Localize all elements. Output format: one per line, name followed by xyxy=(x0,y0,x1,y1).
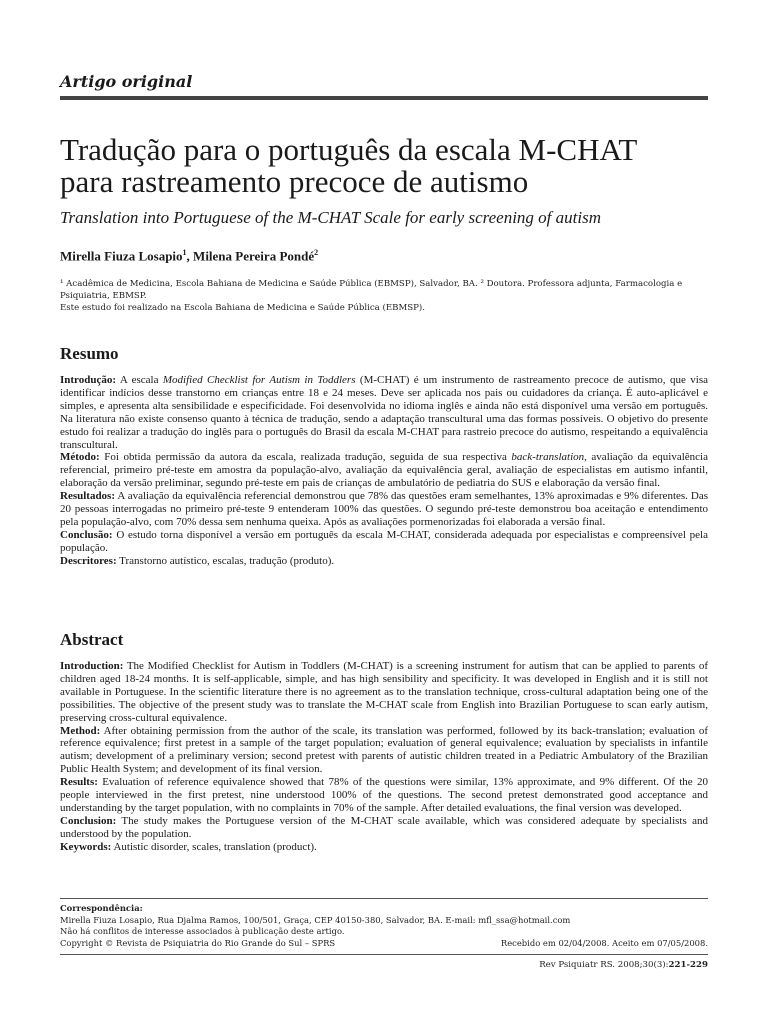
abstract-heading: Abstract xyxy=(60,630,124,649)
paragraph-text: A avaliação da equivalência referencial demonstrou que 78% das questões eram semelhantes, 13% aproximadas e 9% diferentes. Das 20 pessoas interrogadas no primeiro pré-teste 9 entenderam 100% das questões. O segundo pré-teste demonstrou boa aceitação e entendimento pela população-alvo, com 70% dessa sem nenhuma queixa. Após as avaliações pormenorizadas foi elaborada a versão final. xyxy=(60,490,708,528)
correspondence-label xyxy=(60,903,708,915)
paragraph-text: Foi obtida permissão da autora da escala, realizada tradução, seguida de sua respectiva xyxy=(99,451,512,464)
resumo-introduction xyxy=(60,374,708,451)
copyright-row xyxy=(60,938,708,950)
label-text: Correspondência: xyxy=(60,903,143,913)
section-label: Introduction: xyxy=(60,660,124,672)
section-label: Resultados: xyxy=(60,490,116,503)
abstract-results xyxy=(60,776,708,815)
section-label: Method: xyxy=(60,724,101,737)
paragraph-text: Evaluation of reference equivalence showed that 78% of the questions were similar, 13% approximate, and 9% different. Of the 20 people interviewed in the first pretest, nine understood 100% of the questions. The second pretest demonstrated good acceptance and understanding by the target population, with no complaints in 70% of the sample. After detailed evaluations, the final version was developed. xyxy=(60,776,708,814)
author-name: Milena Pereira Pondé xyxy=(193,248,315,264)
section-label: Keywords: xyxy=(60,840,112,853)
author-affiliation-mark: 2 xyxy=(314,248,319,257)
section-label: Introdução: xyxy=(60,374,117,386)
abstract-conclusion xyxy=(60,815,708,841)
resumo-heading: Resumo xyxy=(60,344,119,363)
article-title xyxy=(60,134,710,198)
abstract-body xyxy=(60,660,708,854)
section-label: Conclusão: xyxy=(60,528,113,541)
paragraph-text: The Modified Checklist for Autism in Toddlers (M-CHAT) is a screening instrument for autism that can be applied to parents of children aged 18-24 months. It is self-applicable, simple, and has high sensibility and specificity. It was developed in English and it is still not available in Portuguese. In the scientific literature there is no agreement as to the translation technique, cross-cultural adaptation being one of the possibilities. The objective of the present study was to translate the M-CHAT scale from English into Brazilian Portuguese to scan early autism, preserving cross-cultural equivalence. xyxy=(60,660,708,724)
correspondence-address: Mirella Fiuza Losapio, Rua Djalma Ramos, 100/501, Graça, CEP 40150-380, Salvador, BA. E-mail: mfl_ssa@hotmail.com xyxy=(60,914,571,925)
footnote-rule xyxy=(60,898,708,899)
author-affiliation-mark: 1 xyxy=(182,248,187,257)
paragraph-text: A escala xyxy=(116,374,163,386)
affiliations xyxy=(60,278,710,314)
resumo-descriptors xyxy=(60,555,708,568)
paragraph-text: Transtorno autístico, escalas, tradução (produto). xyxy=(116,554,335,567)
conflict-statement: Não há conflitos de interesse associados à publicação deste artigo. xyxy=(60,926,345,936)
paragraph-text: Autistic disorder, scales, translation (product). xyxy=(111,840,317,853)
section-label: Artigo original xyxy=(60,72,193,91)
abstract-method xyxy=(60,725,708,777)
paragraph-text: After obtaining permission from the author of the scale, its translation was performed, followed by its back-translation; evaluation of reference equivalence; first pretest in a sample of the target population; evaluation of general equivalence; evaluation by specialists in infantile autism; development of a preliminary version; second pretest with parents of autistic children treated in a Pediatric Ambulatory of the Brazilian Public Health System; and development of its final version. xyxy=(60,724,708,776)
page-range: 221-229 xyxy=(668,960,708,970)
correspondence-block xyxy=(60,903,708,949)
paragraph-text: (M-CHAT) é um instrumento de rastreamento precoce de autismo, que visa identificar indícios desse transtorno em crianças entre 18 e 24 meses. Deve ser aplicada nos pais ou cuidadores da criança. É auto-aplicável e simples, e apresenta alta sensibilidade e especificidade. Foi desenvolvida no idioma inglês e ainda não está disponível uma versão em português. Na literatura não existe consenso quanto à técnica de tradução, sendo a adaptação transcultural uma das formas possíveis. O objetivo do presente estudo foi realizar a tradução do inglês para o português do Brasil da escala M-CHAT para rastreio precoce do autismo, respeitando a equivalência transcultural. xyxy=(60,374,708,451)
header-rule xyxy=(60,96,708,100)
section-label: Results: xyxy=(60,776,98,789)
journal-ref: Rev Psiquiatr RS. 2008;30(3): xyxy=(539,960,669,970)
english-title: Translation into Portuguese of the M-CHAT Scale for early screening of autism xyxy=(60,208,601,227)
section-label: Descritores: xyxy=(60,554,117,567)
title-line-1: Tradução para o português da escala M-CHAT xyxy=(60,132,638,167)
resumo-conclusion xyxy=(60,529,708,555)
journal-citation xyxy=(539,960,708,970)
italic-term: back-translation xyxy=(511,451,585,464)
abstract-keywords xyxy=(60,841,708,854)
received-dates: Recebido em 02/04/2008. Aceito em 07/05/2008. xyxy=(500,937,708,948)
title-line-2: para rastreamento precoce de autismo xyxy=(60,164,529,199)
paragraph-text: The study makes the Portuguese version of the M-CHAT scale available, which was considered adequate by specialists and understood by the population. xyxy=(60,814,708,840)
affiliation-text: ¹ Acadêmica de Medicina, Escola Bahiana de Medicina e Saúde Pública (EBMSP), Salvador, BA. ² Doutora. Professora adjunta, Farmacologia e Psiquiatria, EBMSP. xyxy=(60,279,683,301)
author-list xyxy=(60,248,318,264)
abstract-introduction xyxy=(60,660,708,725)
author-separator: , xyxy=(186,248,194,264)
resumo-method xyxy=(60,451,708,490)
section-label: Conclusion: xyxy=(60,814,117,827)
author-name: Mirella Fiuza Losapio xyxy=(60,248,183,264)
paragraph-text: , avaliação da equivalência referencial, primeiro pré-teste em amostra da população-alvo, avaliação da equivalência geral, avaliação de especialistas em autismo infantil, elaboração da versão preliminar, segundo pré-teste em pais de crianças de ambulatório de pediatria do SUS e elaboração da versão final. xyxy=(60,451,708,490)
page-bottom-rule xyxy=(60,954,708,955)
copyright-text: Copyright © Revista de Psiquiatria do Rio Grande do Sul – SPRS xyxy=(60,937,336,948)
resumo-results xyxy=(60,490,708,529)
paragraph-text: O estudo torna disponível a versão em português da escala M-CHAT, considerada adequada por especialistas e compreensível pela população. xyxy=(60,528,708,554)
section-label: Método: xyxy=(60,451,100,464)
resumo-body xyxy=(60,374,708,568)
institution-note: Este estudo foi realizado na Escola Bahiana de Medicina e Saúde Pública (EBMSP). xyxy=(60,303,426,313)
scale-name: Modified Checklist for Autism in Toddlers xyxy=(162,374,356,386)
